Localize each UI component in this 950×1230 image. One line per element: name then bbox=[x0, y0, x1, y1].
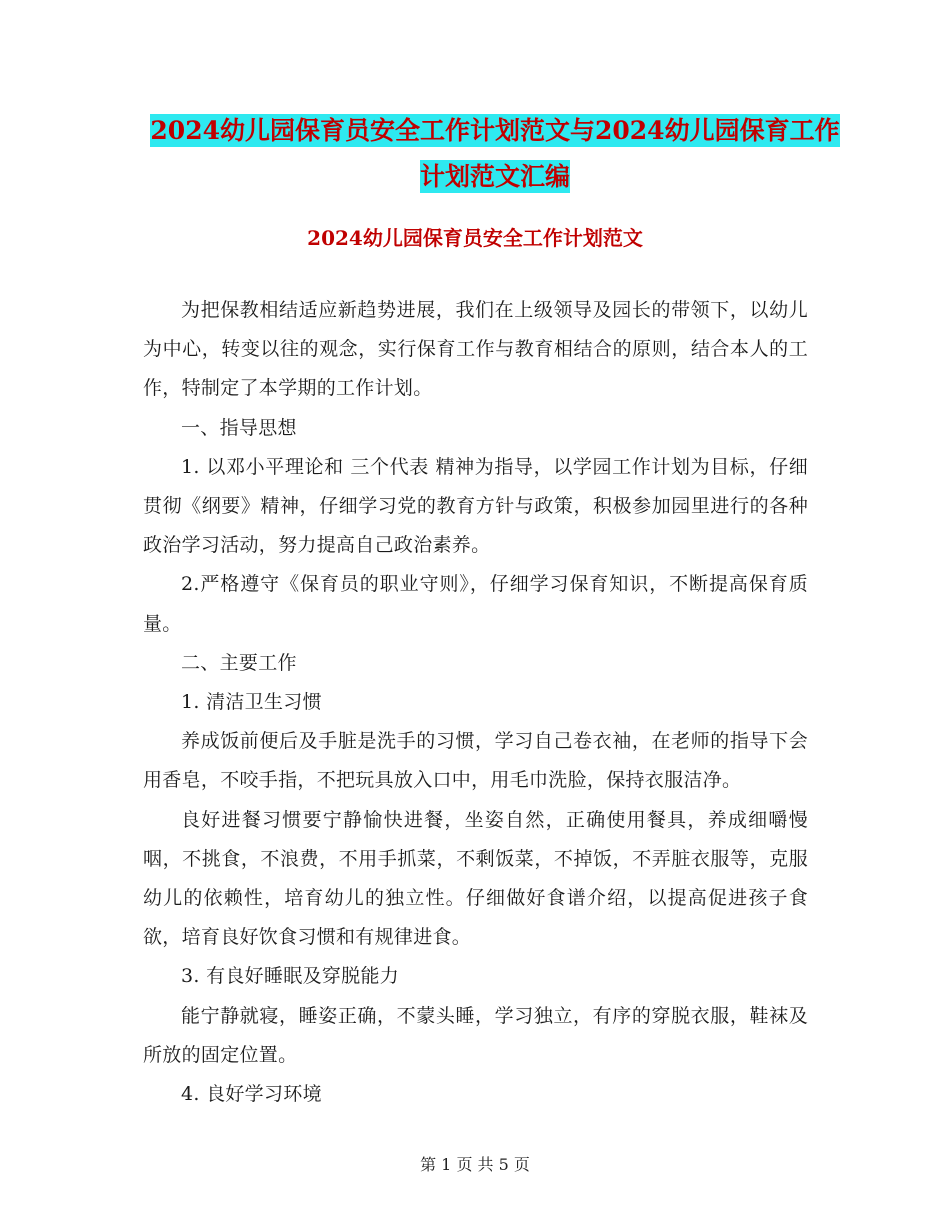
heading-sleep-dressing: 3. 有良好睡眠及穿脱能力 bbox=[181, 965, 400, 988]
heading-main-work: 二、主要工作 bbox=[181, 651, 297, 674]
document-title bbox=[140, 108, 850, 200]
page-footer: 第 1 页 共 5 页 bbox=[420, 1155, 530, 1174]
heading-learning-environment: 4. 良好学习环境 bbox=[181, 1083, 322, 1106]
paragraph-eating-habits: 良好进餐习惯要宁静愉快进餐，坐姿自然，正确使用餐具，养成细嚼慢咽，不挑食，不浪费，不用手抓菜，不剩饭菜，不掉饭，不弄脏衣服等，克服幼儿的依赖性，培育幼儿的独立性。仔细做好食谱介绍，以提高促进孩子食欲，培育良好饮食习惯和有规律进食。 bbox=[143, 808, 808, 949]
paragraph-ideology-2: 2.严格遵守《保育员的职业守则》，仔细学习保育知识，不断提高保育质量。 bbox=[143, 573, 808, 635]
paragraph-ideology-1: 1. 以邓小平理论和 三个代表 精神为指导，以学园工作计划为目标，仔细贯彻《纲要》精神，仔细学习党的教育方针与政策，积极参加园里进行的各种政治学习活动，努力提高自己政治素养。 bbox=[143, 455, 808, 557]
document-title-text: 2024幼儿园保育员安全工作计划范文与2024幼儿园保育工作计划范文汇编 bbox=[150, 116, 840, 191]
heading-hygiene-habits: 1. 清洁卫生习惯 bbox=[181, 691, 322, 714]
paragraph-hygiene: 养成饭前便后及手脏是洗手的习惯，学习自己卷衣袖，在老师的指导下会用香皂，不咬手指，不把玩具放入口中，用毛巾洗脸，保持衣服洁净。 bbox=[143, 730, 808, 792]
heading-guiding-ideology: 一、指导思想 bbox=[181, 416, 297, 439]
paragraph-intro: 为把保教相结适应新趋势进展，我们在上级领导及园长的带领下，以幼儿为中心，转变以往的观念，实行保育工作与教育相结合的原则，结合本人的工作，特制定了本学期的工作计划。 bbox=[143, 299, 808, 400]
document-body bbox=[143, 291, 808, 1114]
paragraph-sleep-dressing: 能宁静就寝，睡姿正确，不蒙头睡，学习独立，有序的穿脱衣服，鞋袜及所放的固定位置。 bbox=[143, 1004, 808, 1066]
section-title: 2024幼儿园保育员安全工作计划范文 bbox=[307, 226, 643, 250]
